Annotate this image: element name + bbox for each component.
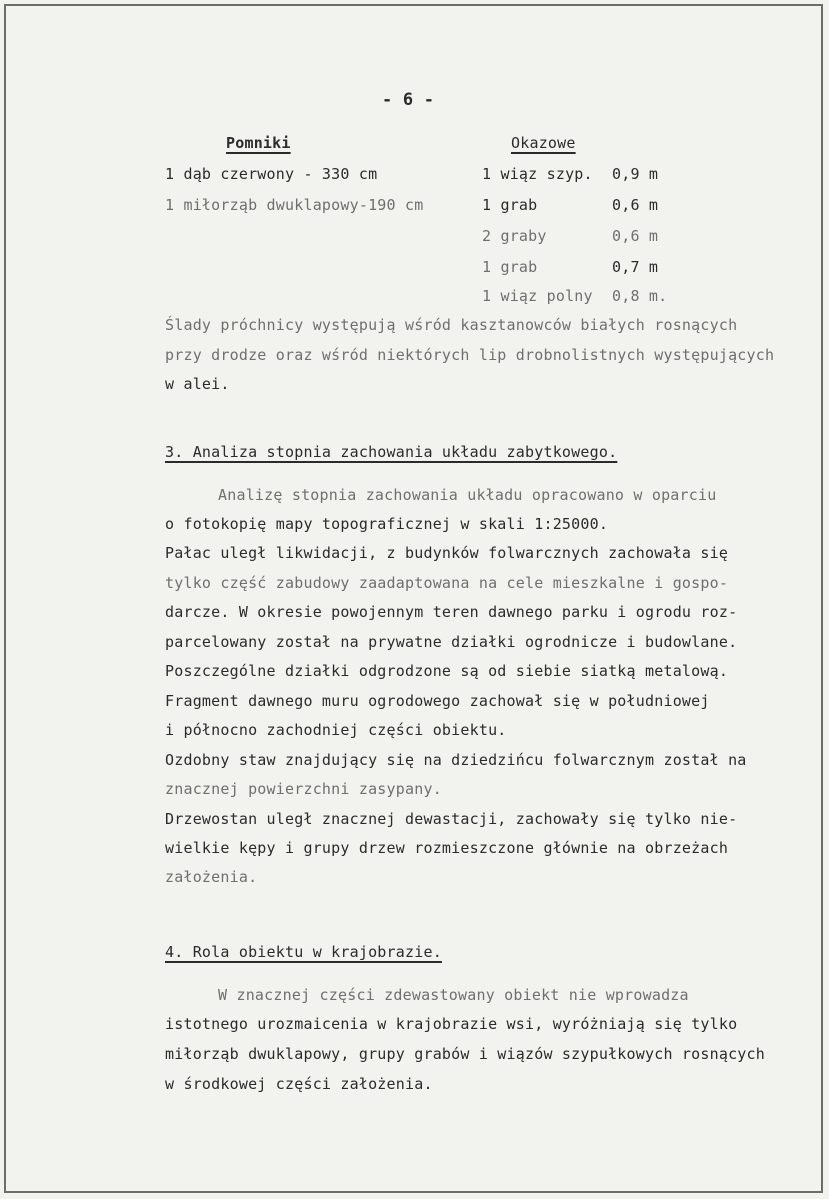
paragraph-line: w środkowej części założenia. <box>165 1075 433 1093</box>
list-item-value: 0,9 m <box>612 165 659 183</box>
paragraph-line: tylko część zabudowy zaadaptowana na cele mieszkalne i gospo- <box>165 574 729 592</box>
paragraph-line: Drzewostan uległ znacznej dewastacji, zachowały się tylko nie- <box>165 810 738 828</box>
list-item: 1 grab <box>482 258 538 276</box>
section-4-heading: 4. Rola obiektu w krajobrazie. <box>165 943 442 961</box>
paragraph-line: wielkie kępy i grupy drzew rozmieszczone głównie na obrzeżach <box>165 839 729 857</box>
paragraph-line: Analizę stopnia zachowania układu opracowano w oparciu <box>218 486 717 504</box>
paragraph-line: Fragment dawnego muru ogrodowego zachował się w południowej <box>165 692 710 710</box>
list-item: 1 miłorząb dwuklapowy-190 cm <box>165 196 424 214</box>
paragraph-line: Ślady próchnicy występują wśród kasztanowców białych rosnących <box>165 316 738 334</box>
list-item: 2 graby <box>482 227 547 245</box>
paragraph-line: miłorząb dwuklapowy, grupy grabów i wiązów szypułkowych rosnących <box>165 1045 765 1063</box>
list-item: 1 dąb czerwony - 330 cm <box>165 165 378 183</box>
list-item: 1 grab <box>482 196 538 214</box>
paragraph-line: założenia. <box>165 868 258 886</box>
list-item-value: 0,6 m <box>612 196 659 214</box>
section-3-heading: 3. Analiza stopnia zachowania układu zabytkowego. <box>165 443 618 461</box>
paragraph-line: Pałac uległ likwidacji, z budynków folwarcznych zachowała się <box>165 544 729 562</box>
paragraph-line: w alei. <box>165 375 230 393</box>
list-item: 1 wiąz szyp. <box>482 165 593 183</box>
paragraph-line: Ozdobny staw znajdujący się na dziedzińcu folwarcznym został na <box>165 751 747 769</box>
list-item-value: 0,7 m <box>612 258 659 276</box>
column-header-okazowe: Okazowe <box>511 134 576 152</box>
page-number: - 6 - <box>382 90 435 110</box>
paragraph-line: przy drodze oraz wśród niektórych lip drobnolistnych występujących <box>165 346 775 364</box>
paragraph-line: i północno zachodniej części obiektu. <box>165 721 507 739</box>
list-item-value: 0,8 m. <box>612 287 668 305</box>
list-item: 1 wiąz polny <box>482 287 593 305</box>
paragraph-line: istotnego urozmaicenia w krajobrazie wsi, wyróżniają się tylko <box>165 1015 738 1033</box>
column-header-pomniki: Pomniki <box>226 134 291 152</box>
paragraph-line: parcelowany został na prywatne działki ogrodnicze i budowlane. <box>165 633 738 651</box>
paragraph-line: znacznej powierzchni zasypany. <box>165 780 442 798</box>
paragraph-line: Poszczególne działki odgrodzone są od siebie siatką metalową. <box>165 662 729 680</box>
list-item-value: 0,6 m <box>612 227 659 245</box>
paragraph-line: W znacznej części zdewastowany obiekt nie wprowadza <box>218 986 689 1004</box>
paragraph-line: darcze. W okresie powojennym teren dawnego parku i ogrodu roz- <box>165 603 738 621</box>
paragraph-line: o fotokopię mapy topograficznej w skali 1:25000. <box>165 515 609 533</box>
